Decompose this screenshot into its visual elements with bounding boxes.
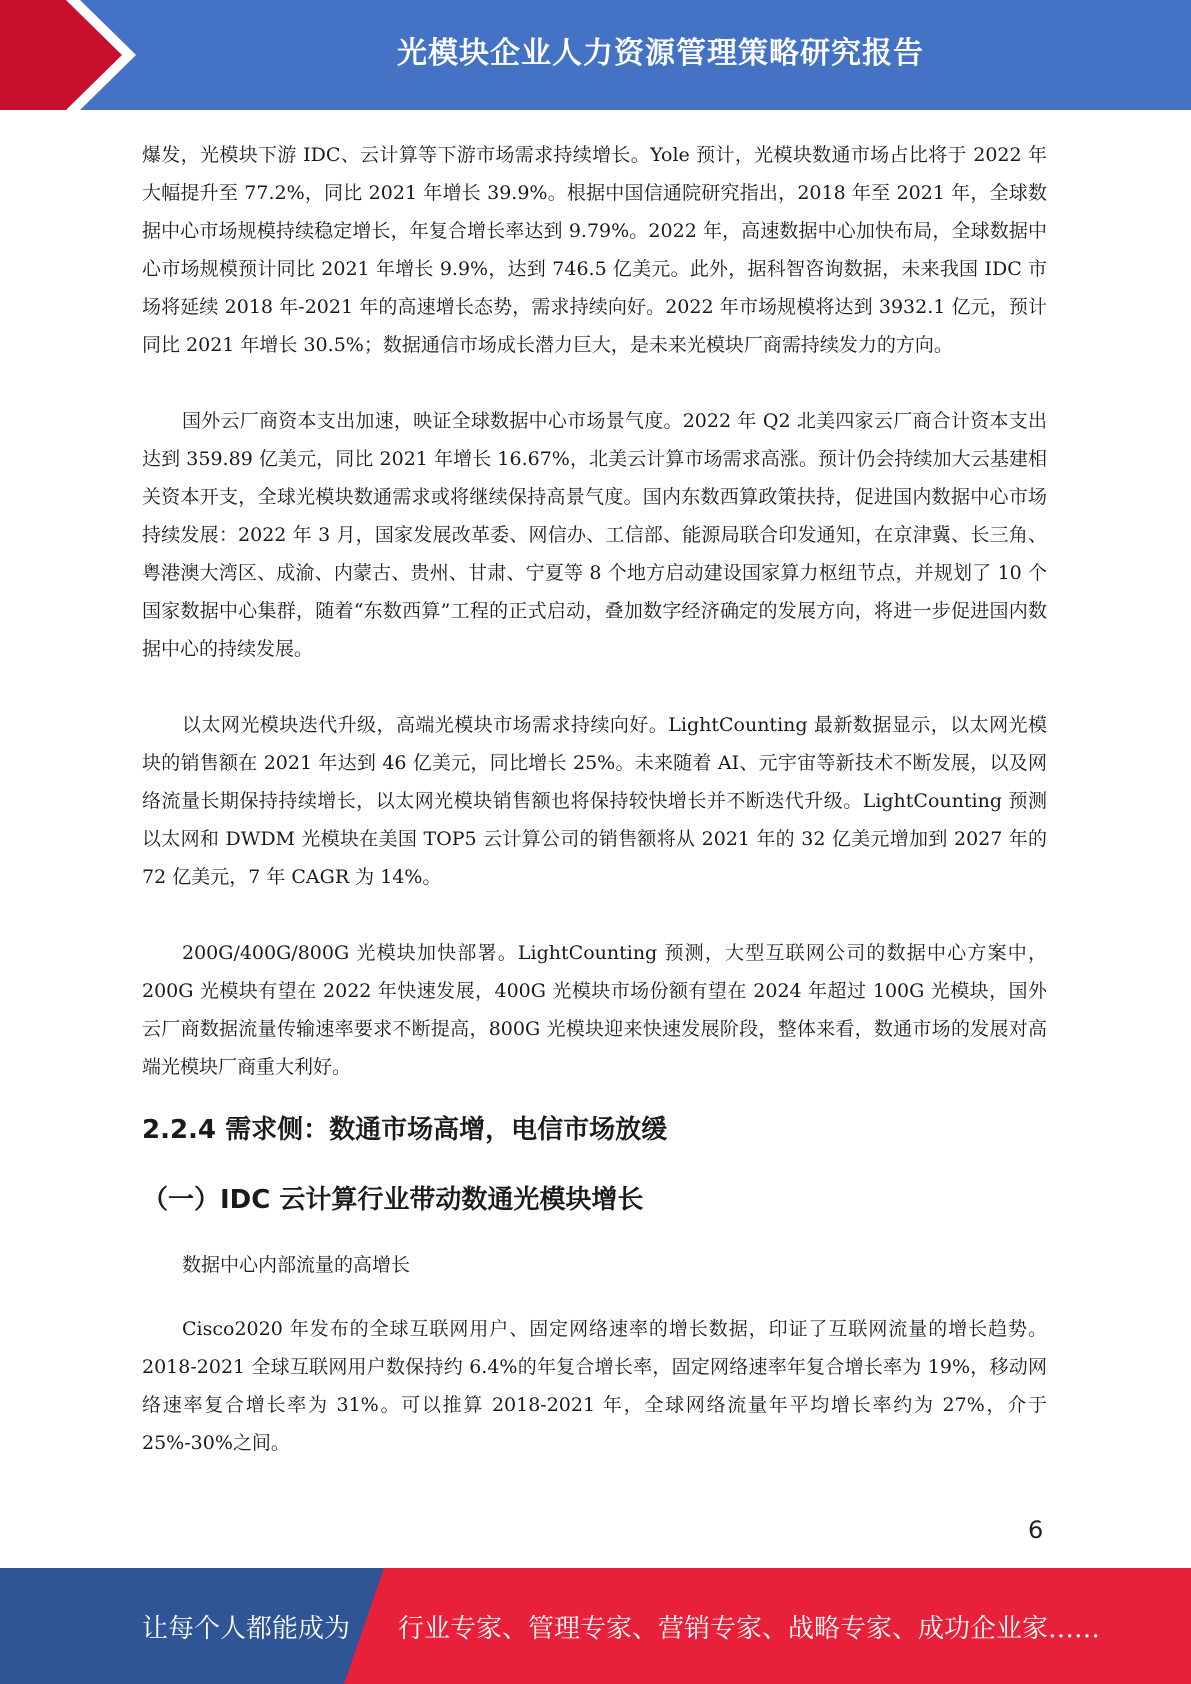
paragraph-4: 200G/400G/800G 光模块加快部署。LightCounting 预测，大型互联网公司的数据中心方案中，200G 光模块有望在 2022 年快速发展，400G 光模块市场份额有望在 2024 年超过 100G 光模块，国外云厂商数据流量传输速率要求不断提高，800G 光模块迎来快速发展阶段，整体来看，数通市场的发展对高端光模块厂商重大利好。 [142, 942, 1047, 1078]
page-header [0, 0, 1191, 110]
document-body [142, 136, 1047, 1500]
footer-slogan-left: 让每个人都能成为 [142, 1614, 351, 1644]
subsection-heading: （一）IDC 云计算行业带动数通光模块增长 [142, 1185, 644, 1215]
footer-slogan-right: 行业专家、管理专家、营销专家、战略专家、成功企业家…… [398, 1614, 1101, 1644]
section-heading: 2.2.4 需求侧：数通市场高增，电信市场放缓 [142, 1115, 668, 1145]
page-number: 6 [1028, 1516, 1044, 1544]
paragraph-1: 爆发，光模块下游 IDC、云计算等下游市场需求持续增长。Yole 预计，光模块数通市场占比将于 2022 年大幅提升至 77.2%，同比 2021 年增长 39.9%。根据中国信通院研究指出，2018 年至 2021 年，全球数据中心市场规模持续稳定增长，年复合增长率达到 9.79%。2022 年，高速数据中心加快布局，全球数据中心市场规模预计同比 2021 年增长 9.9%，达到 746.5 亿美元。此外，据科智咨询数据，未来我国 IDC 市场将延续 2018 年-2021 年的高速增长态势，需求持续向好。2022 年市场规模将达到 3932.1 亿元，预计同比 2021 年增长 30.5%；数据通信市场成长潜力巨大，是未来光模块厂商需持续发力的方向。 [142, 144, 1047, 356]
paragraph-3: 以太网光模块迭代升级，高端光模块市场需求持续向好。LightCounting 最新数据显示，以太网光模块的销售额在 2021 年达到 46 亿美元，同比增长 25%。未来随着 AI、元宇宙等新技术不断发展，以及网络流量长期保持持续增长，以太网光模块销售额也将保持较快增长并不断迭代升级。LightCounting 预测以太网和 DWDM 光模块在美国 TOP5 云计算公司的销售额将从 2021 年的 32 亿美元增加到 2027 年的 72 亿美元，7 年 CAGR 为 14%。 [142, 714, 1047, 888]
report-title: 光模块企业人力资源管理策略研究报告 [397, 36, 924, 71]
paragraph-2: 国外云厂商资本支出加速，映证全球数据中心市场景气度。2022 年 Q2 北美四家云厂商合计资本支出达到 359.89 亿美元，同比 2021 年增长 16.67%，北美云计算市场需求高涨。预计仍会持续加大云基建相关资本开支，全球光模块数通需求或将继续保持高景气度。国内东数西算政策扶持，促进国内数据中心市场持续发展：2022 年 3 月，国家发展改革委、网信办、工信部、能源局联合印发通知，在京津冀、长三角、粤港澳大湾区、成渝、内蒙古、贵州、甘肃、宁夏等 8 个地方启动建设国家算力枢纽节点，并规划了 10 个国家数据中心集群，随着“东数西算”工程的正式启动，叠加数字经济确定的发展方向，将进一步促进国内数据中心的持续发展。 [142, 410, 1047, 660]
paragraph-5: Cisco2020 年发布的全球互联网用户、固定网络速率的增长数据，印证了互联网流量的增长趋势。2018-2021 全球互联网用户数保持约 6.4%的年复合增长率，固定网络速率年复合增长率为 19%，移动网络速率复合增长率为 31%。可以推算 2018-2021 年，全球网络流量年平均增长率约为 27%，介于 25%-30%之间。 [142, 1318, 1047, 1454]
page-footer [0, 1568, 1191, 1684]
subtopic: 数据中心内部流量的高增长 [182, 1254, 411, 1276]
